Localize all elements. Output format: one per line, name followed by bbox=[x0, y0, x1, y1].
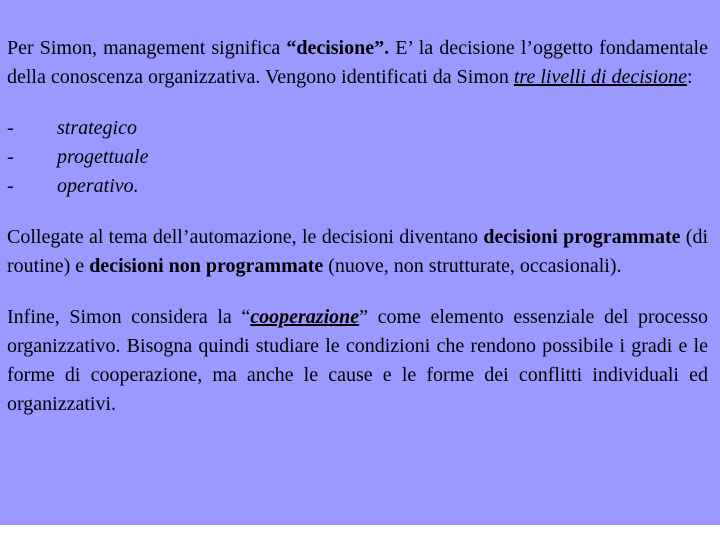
p3-cooperation-emphasis: cooperazione bbox=[250, 306, 360, 328]
intro-text-2: E’ la decisione l’oggetto fondamentale della conoscenza organizzativa. Vengono identificati da Simon bbox=[7, 37, 708, 88]
level-operativo: operativo. bbox=[57, 175, 139, 197]
intro-paragraph bbox=[7, 34, 708, 92]
p2-text-1: Collegate al tema dell’automazione, le decisioni diventano bbox=[7, 226, 484, 248]
cooperation-paragraph bbox=[7, 303, 708, 419]
p2-bold-programmed: decisioni programmate bbox=[483, 226, 681, 248]
list-item bbox=[7, 172, 708, 201]
p2-bold-non-programmed: decisioni non programmate bbox=[89, 255, 324, 277]
intro-text-1: Per Simon, management significa bbox=[7, 37, 287, 59]
p3-text-2: ” come elemento essenziale del processo organizzativo. Bisogna quindi studiare le condizioni che rendono possibile i gradi e le forme di cooperazione, ma anche le cause e le forme dei conflitti individuali ed organizzativi. bbox=[7, 306, 708, 415]
intro-emphasis: “decisione”. bbox=[286, 37, 390, 59]
list-item bbox=[7, 143, 708, 172]
list-dash: - bbox=[7, 117, 14, 139]
level-strategico: strategico bbox=[57, 117, 137, 139]
automation-paragraph bbox=[7, 223, 708, 281]
p3-text-1: Infine, Simon considera la “ bbox=[7, 306, 251, 328]
decision-levels-link: tre livelli di decisione bbox=[513, 66, 687, 88]
intro-text-3: : bbox=[686, 66, 693, 88]
decision-levels-list bbox=[7, 114, 708, 201]
list-dash: - bbox=[7, 175, 14, 197]
p2-text-3: (nuove, non strutturate, occasionali). bbox=[323, 255, 622, 277]
level-progettuale: progettuale bbox=[57, 146, 149, 168]
p2-text-2: (di routine) e bbox=[7, 226, 708, 277]
list-item bbox=[7, 114, 708, 143]
list-dash: - bbox=[7, 146, 14, 168]
